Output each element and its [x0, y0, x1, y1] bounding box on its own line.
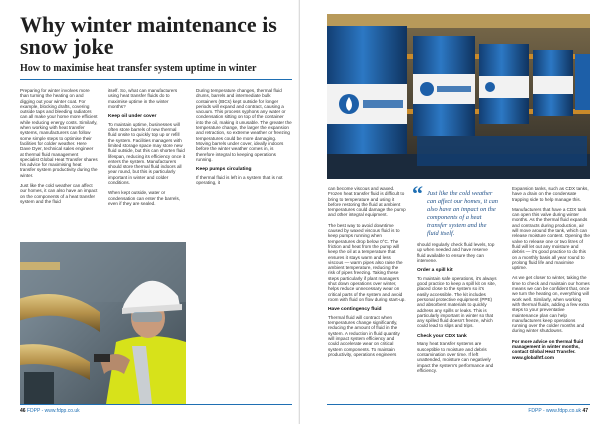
right-column-1 [328, 186, 406, 362]
intro-paragraph: Preparing for winter involves more than turning the heating on and digging out your winter coat. For example, blocking drafts, covering outside taps and bleeding radiators can all make your home more efficient while reducing energy costs. Similarly, when working with heat transfer systems, manufacturers can follow some simple steps to optimise their facilities for colder weather. Here Dave Dyer, technical sales engineer at thermal fluid management specialist Global Heat Transfer shares his advice for maximising heat transfer system productivity during the winter. [20, 88, 98, 178]
section-heading-keep-oil: Keep oil under cover [108, 114, 157, 120]
body-paragraph: To maintain safe operations, it's always good practice to keep a spill kit on site, placed close to the system so it's easily accessible. The kit includes personal protective equipment (PPE) and absorbent materials to quickly address any spills or leaks. This is particularly important in winter so that any spilled fluid doesn't freeze, which could lead to slips and trips. [417, 275, 497, 329]
quote-mark-icon: “ [412, 181, 423, 206]
folio-right [528, 408, 588, 414]
body-paragraph: As we get closer to winter, taking the time to check and maintain our homes means we can be confident that, once we turn the heating on, everything will work well. Similarly, when working with thermal fluids, adding a few extra steps to your preventative maintenance plan can help manufacturers keep operations running over the colder months and during winter shutdowns. [512, 275, 590, 334]
left-column-2 [108, 88, 186, 211]
body-paragraph: Many heat transfer systems are susceptible to moisture and debris contamination over time. If left unattended, moisture can negatively impact the system's performance and efficiency. [417, 341, 494, 373]
body-paragraph: When kept outside, water or condensation can enter the barrels, even if they are sealed. [108, 190, 181, 206]
article-subtitle: How to maximise heat transfer system uptime in winter [20, 63, 257, 74]
right-page [300, 0, 600, 424]
left-column-3 [196, 88, 292, 190]
right-column-3 [512, 186, 590, 365]
section-heading-spill-kit: Order a spill kit [417, 268, 453, 274]
closing-contact: For more advice on thermal fluid management in winter months, contact Global Heat Transfer. www.globalhtf.com [512, 338, 584, 360]
barrels-photo [327, 14, 590, 179]
page-number: 46 [20, 408, 26, 414]
folio-rule [327, 404, 590, 405]
body-paragraph: To maintain uptime, businesses will often store barrels of new thermal fluid onsite to quickly top up or refill the system. Facilities managers with limited storage space may store new fluid outside, but this can shorten fluid lifespan, reducing its efficiency once it enters the system. Manufacturers should store thermal fluid indoors all year round, but this is particularly important in winter and colder conditions. [108, 121, 186, 186]
body-paragraph: During temperature changes, thermal fluid drums, barrels and intermediate bulk containers (IBCs) kept outside for longer periods will expand and contract, causing a vacuum. This process syphons any water or condensation sitting on top of the container into the oil, making it unusable. The greater the temperature change, the larger the expansion and retraction, so extreme weather or freezing temperatures could be more damaging. Moving barrels under cover, ideally indoors before the winter weather comes in, is therefore integral to keeping operations running. [196, 88, 292, 162]
pull-quote: Just like the cold weather can affect our homes, it can also have an impact on the components of a heat transfer system and the fluid itself. [427, 190, 498, 237]
body-paragraph: Manufacturers that have a CDX tank can open this valve during winter months. As the thermal fluid expands and contracts during production, air will move around the tank, which can release moisture content. Opening the valve to release one or two litres of fluid will let out any moisture and debris — it's good practice to do this on a monthly basis all year round to prolong fluid life and maximise uptime. [512, 206, 590, 271]
section-heading-cdx-tank: Check your CDX tank [417, 333, 467, 339]
body-paragraph: Thermal fluid will contract when temperatures change significantly, reducing the amount of fluid in the system. A reduction in fluid quantity will impact system efficiency and could accelerate wear on critical system components. To maintain productivity, operations engineers [328, 314, 400, 357]
folio-text: FDPP - www.fdpp.co.uk [528, 408, 582, 414]
body-paragraph: itself. So, what can manufacturers using heat transfer fluids do to maximise uptime in the winter months? [108, 88, 178, 109]
folio-rule [20, 404, 292, 405]
body-paragraph: The best way to avoid downtime caused by waxed viscous fluid is to keep pumps running when temperatures drop below 0°C. The friction and heat from the pump will keep the oil at a temperature that ensures it stays warm and less viscous — warm pipes also raise the ambient temperature, reducing the risk of pipes freezing. Taking these steps particularly if plant managers shut down operations over winter, helps reduce unnecessary wear on critical parts of the system and avoid room with fluid on flow during start-up. [328, 222, 406, 302]
body-paragraph: If thermal fluid is left in a system that is not operating, it [196, 174, 283, 186]
body-paragraph: Expansion tanks, such as CDX tanks, have a drain on the condensate trapping side to help manage this. [512, 186, 589, 202]
folio-text: FDPP - www.fdpp.co.uk [26, 408, 80, 414]
page-number: 47 [582, 408, 588, 414]
left-column-1 [20, 88, 98, 209]
title-rule [20, 79, 292, 80]
section-heading-contingency: Have contingency fluid [328, 307, 382, 313]
article-title: Why winter maintenance is snow joke [20, 12, 277, 59]
right-column-2 [417, 242, 497, 378]
worker-photo [20, 242, 186, 404]
body-paragraph: can become viscous and waxed. Frozen heat transfer fluid is difficult to bring to temperature and using it before restoring the fluid at ambient temperatures could damage the pump and other integral equipment. [328, 186, 406, 218]
folio-left [20, 408, 80, 414]
body-paragraph: Just like the cold weather can affect our homes, it can also have an impact on the components of a heat transfer system and the fluid [20, 183, 98, 204]
section-heading-keep-pumps: Keep pumps circulating [196, 167, 252, 173]
body-paragraph: should regularly check fluid levels, top up when needed and have reserve fluid available to ensure they can intervene. [417, 242, 495, 263]
